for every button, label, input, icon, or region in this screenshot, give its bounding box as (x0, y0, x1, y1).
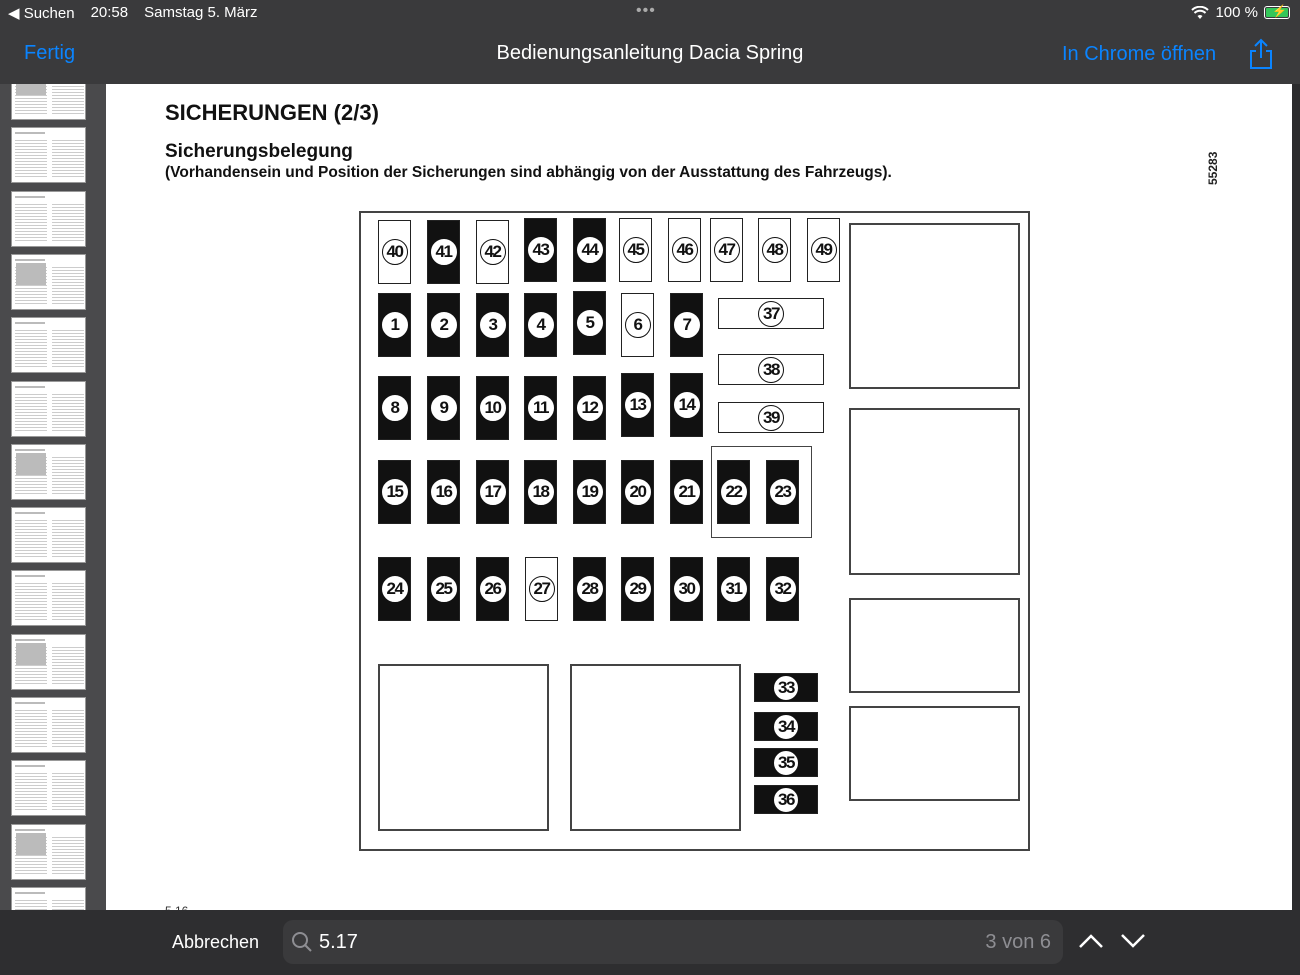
search-input[interactable]: 5.17 (319, 931, 358, 953)
fuse-number: 44 (577, 237, 603, 263)
fuse-42 (476, 220, 509, 284)
fuse-number: 42 (480, 239, 506, 265)
fuse-number: 40 (382, 239, 408, 265)
fuse-29 (621, 557, 654, 621)
fuse-number: 13 (625, 392, 651, 418)
fuse-17 (476, 460, 509, 524)
fuse-number: 37 (758, 301, 784, 327)
fuse-26 (476, 557, 509, 621)
fuse-number: 46 (672, 237, 698, 263)
page-thumbnail[interactable] (11, 254, 86, 310)
fuse-27 (525, 557, 558, 621)
status-time: 20:58 (90, 4, 129, 21)
fuse-36 (754, 785, 818, 814)
page-thumbnails[interactable] (0, 84, 106, 910)
fuse-number: 35 (773, 750, 799, 776)
fuse-number: 45 (623, 237, 649, 263)
fuse-32 (766, 557, 799, 621)
page-thumbnail[interactable] (11, 824, 86, 880)
page-thumbnail[interactable] (11, 127, 86, 183)
fuse-number: 26 (480, 576, 506, 602)
fuse-number: 18 (528, 479, 554, 505)
fuse-30 (670, 557, 703, 621)
open-in-chrome-button[interactable]: In Chrome öffnen (1062, 43, 1217, 65)
chevron-up-icon[interactable] (1077, 930, 1105, 952)
fuse-number: 21 (674, 479, 700, 505)
done-button[interactable]: Fertig (24, 42, 76, 64)
fuse-number: 36 (773, 787, 799, 813)
search-field[interactable] (283, 920, 1063, 964)
fuse-number: 48 (762, 237, 788, 263)
fuse-37 (718, 298, 824, 329)
fuse-35 (754, 748, 818, 777)
fuse-number: 12 (577, 395, 603, 421)
battery-icon: ⚡ (1264, 6, 1290, 19)
page-thumbnail[interactable] (11, 507, 86, 563)
fuse-number: 16 (431, 479, 457, 505)
section-heading: Sicherungsbelegung (165, 141, 353, 162)
fuse-9 (427, 376, 460, 440)
page-heading: SICHERUNGEN (2/3) (165, 100, 379, 125)
fuse-4 (524, 293, 557, 357)
fuse-12 (573, 376, 606, 440)
fuse-5 (573, 291, 606, 355)
multitasking-dots-icon[interactable]: ••• (636, 2, 656, 19)
page-thumbnail[interactable] (11, 570, 86, 626)
status-bar (0, 0, 1300, 26)
fuse-number: 32 (770, 576, 796, 602)
fuse-10 (476, 376, 509, 440)
share-icon[interactable] (1248, 38, 1274, 70)
fuse-38 (718, 354, 824, 385)
page-thumbnail[interactable] (11, 887, 86, 910)
relay-block (849, 706, 1020, 801)
fuse-41 (427, 220, 460, 284)
page-thumbnail[interactable] (11, 381, 86, 437)
figure-reference: 55283 (1206, 151, 1220, 185)
fuse-7 (670, 293, 703, 357)
fuse-39 (718, 402, 824, 433)
fuse-number: 25 (431, 576, 457, 602)
fuse-number: 14 (674, 392, 700, 418)
fuse-14 (670, 373, 703, 437)
relay-block (570, 664, 741, 831)
search-icon (291, 931, 313, 953)
fuse-3 (476, 293, 509, 357)
fuse-1 (378, 293, 411, 357)
fuse-45 (619, 218, 652, 282)
page-thumbnail[interactable] (11, 191, 86, 247)
fuse-21 (670, 460, 703, 524)
fuse-25 (427, 557, 460, 621)
fuse-number: 29 (625, 576, 651, 602)
relay-block (849, 408, 1020, 575)
status-date: Samstag 5. März (144, 4, 258, 21)
fuse-18 (524, 460, 557, 524)
fuse-number: 27 (529, 576, 555, 602)
page-thumbnail[interactable] (11, 317, 86, 373)
fuse-number: 38 (758, 357, 784, 383)
fuse-2 (427, 293, 460, 357)
search-bar (0, 910, 1300, 975)
fuse-number: 19 (577, 479, 603, 505)
fuse-number: 31 (721, 576, 747, 602)
fuse-number: 11 (528, 395, 554, 421)
fuse-number: 23 (770, 479, 796, 505)
fuse-number: 10 (480, 395, 506, 421)
relay-block (849, 223, 1020, 389)
relay-block (378, 664, 549, 831)
fuse-number: 34 (773, 714, 799, 740)
page-thumbnail[interactable] (11, 760, 86, 816)
fuse-46 (668, 218, 701, 282)
fuse-6 (621, 293, 654, 357)
fuse-24 (378, 557, 411, 621)
fuse-number: 47 (714, 237, 740, 263)
fuse-15 (378, 460, 411, 524)
search-result-count: 3 von 6 (985, 931, 1051, 953)
fuse-31 (717, 557, 750, 621)
fuse-48 (758, 218, 791, 282)
fuse-number: 28 (577, 576, 603, 602)
cancel-button[interactable]: Abbrechen (172, 932, 260, 952)
fuse-20 (621, 460, 654, 524)
fuse-number: 17 (480, 479, 506, 505)
chevron-down-icon[interactable] (1119, 930, 1147, 952)
fuse-number: 49 (811, 237, 837, 263)
fuse-28 (573, 557, 606, 621)
fuse-34 (754, 712, 818, 741)
page-thumbnail[interactable] (11, 697, 86, 753)
battery-percent: 100 % (1215, 4, 1258, 21)
fuse-number: 8 (382, 395, 408, 421)
fuse-19 (573, 460, 606, 524)
fuse-43 (524, 218, 557, 282)
fuse-number: 24 (382, 576, 408, 602)
fuse-23 (766, 460, 799, 524)
page-thumbnail[interactable] (11, 444, 86, 500)
fuse-8 (378, 376, 411, 440)
relay-block (849, 598, 1020, 693)
fuse-number: 9 (431, 395, 457, 421)
page-thumbnail[interactable] (11, 84, 86, 120)
fuse-box-diagram (359, 211, 1030, 851)
fuse-number: 33 (773, 675, 799, 701)
fuse-16 (427, 460, 460, 524)
document-title: Bedienungsanleitung Dacia Spring (496, 42, 804, 64)
fuse-number: 2 (431, 312, 457, 338)
fuse-49 (807, 218, 840, 282)
fuse-13 (621, 373, 654, 437)
page-thumbnail[interactable] (11, 634, 86, 690)
fuse-33 (754, 673, 818, 702)
fuse-number: 20 (625, 479, 651, 505)
back-to-app[interactable]: ◀ Suchen (8, 5, 75, 22)
fuse-number: 41 (431, 239, 457, 265)
section-note: (Vorhandensein und Position der Sicherungen sind abhängig von der Ausstattung des Fahrzeugs). (165, 164, 892, 181)
fuse-22 (717, 460, 750, 524)
fuse-44 (573, 218, 606, 282)
fuse-number: 4 (528, 312, 554, 338)
nav-bar (0, 26, 1300, 84)
fuse-number: 22 (721, 479, 747, 505)
fuse-number: 1 (382, 312, 408, 338)
fuse-number: 15 (382, 479, 408, 505)
fuse-number: 43 (528, 237, 554, 263)
fuse-40 (378, 220, 411, 284)
document-page (106, 84, 1292, 910)
fuse-number: 39 (758, 405, 784, 431)
fuse-11 (524, 376, 557, 440)
fuse-number: 30 (674, 576, 700, 602)
fuse-number: 5 (577, 310, 603, 336)
fuse-47 (710, 218, 743, 282)
wifi-icon (1191, 6, 1209, 20)
fuse-number: 3 (480, 312, 506, 338)
fuse-number: 7 (674, 312, 700, 338)
fuse-number: 6 (625, 312, 651, 338)
